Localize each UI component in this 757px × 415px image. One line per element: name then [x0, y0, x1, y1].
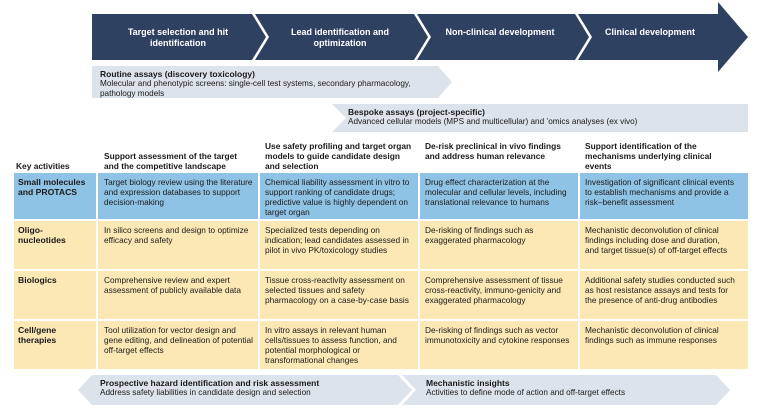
table-cell: Chemical liability assessment in vitro to support ranking of candidate drugs; predictive value is highly dependent on target organ: [265, 177, 410, 217]
bottom-band-left: [100, 378, 400, 398]
table-cell: Tool utilization for vector design and gene editing, and delineation of potential off-target effects: [104, 325, 254, 355]
stage-label-4: Clinical development: [604, 27, 696, 37]
table-cell: In silico screens and design to optimize efficacy and safety: [104, 225, 249, 245]
bottom-band-left-text: Address safety liabilities in candidate design and selection: [100, 388, 311, 397]
row-label-cell-gene-therapies: Cell/gene therapies: [18, 325, 57, 345]
bespoke-assays-band: [348, 107, 743, 127]
bottom-band-left-title: Prospective hazard identification and risk assessment: [100, 378, 320, 388]
row-label-oligonucleotides: Oligo-nucleotides: [18, 225, 66, 245]
table-cell: Investigation of significant clinical events to establish mechanisms and provide a risk–benefit assessment: [585, 177, 734, 207]
table-cell: Mechanistic deconvolution of clinical findings including dose and duration, and target tissue(s) of off-target effects: [585, 225, 728, 255]
table-cell: Target biology review using the literature and expression databases to support decision-making: [104, 177, 253, 207]
row-label-biologics: Biologics: [18, 275, 57, 285]
table-cell: Tissue cross-reactivity assessment on selected tissues and safety pharmacology on a case-by-case basis: [265, 275, 409, 305]
column-header-1: Support assessment of the target and the competitive landscape: [104, 151, 238, 171]
key-activities-label: Key activities: [16, 161, 70, 171]
table-cell: De-risking of findings such as exaggerated pharmacology: [425, 225, 534, 245]
stage-label-1: Target selection and hit identification: [127, 27, 229, 48]
bespoke-assays-text: Advanced cellular models (MPS and multicellular) and ’omics analyses (ex vivo): [348, 117, 638, 126]
column-header-2: Use safety profiling and target organ models to guide candidate design and selection: [265, 141, 412, 171]
column-header-4: Support identification of the mechanisms underlying clinical events: [585, 141, 712, 171]
bottom-band-right-text: Activities to define mode of action and off-target effects: [426, 388, 626, 397]
column-header-3: De-risk preclinical in vivo findings and address human relevance: [425, 141, 561, 161]
table-cell: De-risking of findings such as vector immunotoxicity and cytokine responses: [425, 325, 570, 345]
stage-label-3: Non-clinical development: [445, 27, 555, 37]
routine-assays-text: Molecular and phenotypic screens: single-cell test systems, secondary pharmacology, pathology models: [100, 79, 411, 98]
table-cell: Comprehensive assessment of tissue cross-reactivity, immuno-genicity and exaggerated pharmacology: [425, 275, 563, 305]
table-cell: Comprehensive review and expert assessment of publicly available data: [104, 275, 241, 295]
table-cell: Mechanistic deconvolution of clinical findings such as immune responses: [585, 325, 719, 345]
routine-assays-band: [100, 69, 440, 99]
bottom-band-right-title: Mechanistic insights: [426, 378, 510, 388]
table-cell: Additional safety studies conducted such as host resistance assays and tests for the presence of anti-drug antibodies: [585, 275, 735, 305]
stage-label-2: Lead identification and optimization: [290, 27, 389, 48]
routine-assays-title: Routine assays (discovery toxicology): [100, 69, 255, 79]
table-cell: Drug effect characterization at the molecular and cellular levels, including translational relevance to humans: [425, 177, 567, 207]
table-cell: In vitro assays in relevant human cells/tissues to assess function, and potential morphological or transformational changes: [265, 325, 397, 365]
row-label-small-molecules: Small molecules and PROTACS: [18, 177, 86, 197]
bottom-band-right: [426, 378, 716, 398]
table-cell: Specialized tests depending on indication; lead candidates assessed in pilot in vivo PK/toxicology studies: [265, 225, 409, 255]
bespoke-assays-title: Bespoke assays (project-specific): [348, 107, 486, 117]
